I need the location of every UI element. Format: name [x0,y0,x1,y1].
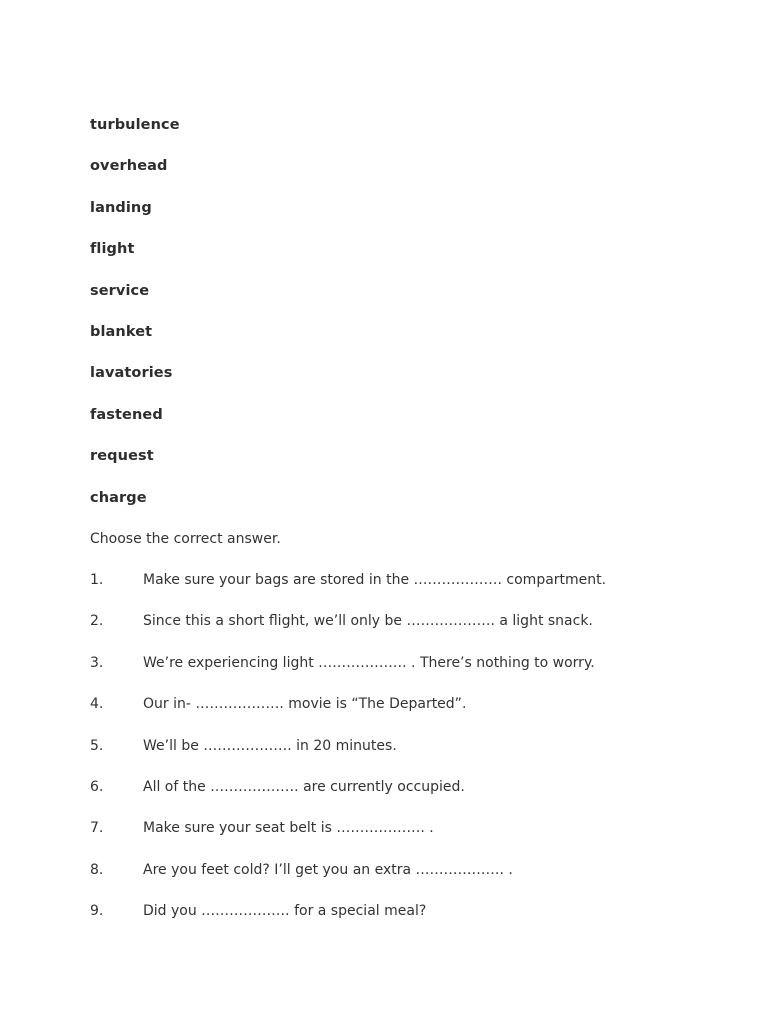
question-text: We’re experiencing light ………………. . There’s nothing to worry. [143,654,595,671]
word-bank-item: landing [90,199,152,216]
question-text: Make sure your bags are stored in the ………………. compartment. [143,572,607,588]
question-number: 5. [90,737,104,754]
word-bank-item: charge [90,489,147,506]
question-number: 8. [90,861,104,878]
word-bank-item: service [90,282,150,299]
word-bank-item: turbulence [90,117,180,133]
word-bank-item: overhead [90,158,168,175]
word-bank-item: request [90,448,154,465]
instruction-text: Choose the correct answer. [90,531,281,547]
question-text: Are you feet cold? I’ll get you an extra ………………. . [143,861,513,878]
question-number: 4. [90,696,104,713]
word-bank [90,115,180,529]
question-text: All of the ………………. are currently occupied. [143,778,465,795]
word-bank-item: blanket [90,323,153,340]
question-number: 7. [90,820,104,837]
question-text: Since this a short flight, we’ll only be ………………. a light snack. [143,613,593,630]
question-number: 6. [90,778,104,795]
word-bank-item: lavatories [90,365,173,382]
word-bank-item: fastened [90,406,163,423]
question-number: 1. [90,572,104,588]
question-text: Did you ………………. for a special meal? [143,903,427,920]
question-text: Our in- ………………. movie is “The Departed”. [143,696,467,713]
word-bank-item: flight [90,241,135,258]
question-number: 9. [90,903,104,920]
question-number: 2. [90,613,104,630]
question-text: Make sure your seat belt is ………………. . [143,820,434,837]
question-text: We’ll be ………………. in 20 minutes. [143,737,397,754]
question-number: 3. [90,654,104,671]
